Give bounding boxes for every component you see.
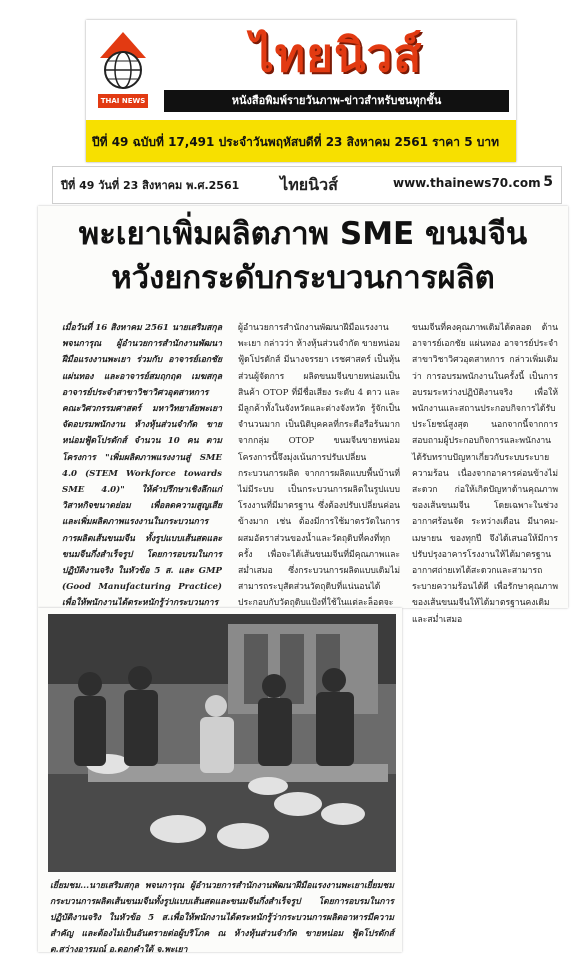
- article-photo-section: [38, 608, 402, 955]
- masthead-tagline: หนังสือพิมพ์รายวันภาพ-ข่าวสำหรับชนทุกชั้น: [164, 90, 509, 112]
- logo-text: THAI NEWS: [100, 97, 146, 105]
- folio-date: ปีที่ 49 วันที่ 23 สิงหาคม พ.ศ.2561: [61, 179, 240, 192]
- thai-news-logo: [94, 28, 152, 112]
- masthead-brand-name: ไทยนิวส์: [250, 28, 423, 82]
- article-lead-paragraph: เมื่อวันที่ 16 สิงหาคม 2561 นายเสริมสกุล พจนการุณ ผู้อำนวยการสำนักงานพัฒนาฝีมือแรงงานพะเยา ร่วมกับ อาจารย์เอกชัย แผ่นทอง และอาจารย์สมฤกฤต เมฆสกุล อาจารย์ประจำสาขาวิชาวิศวอุตสาหการ คณะวิศวกรรมศาสตร์ มหาวิทยาลัยพะเยา จัดอบรมพนักงาน ห้างหุ้นส่วนจำกัด ขายหน่อมฟู้ดโปรดักส์ จำนวน 10 คน ตามโครงการ "เพิ่มผลิตภาพแรงงานสู่ SME 4.0 (STEM Workforce towards SME 4.0)" ให้คำปรึกษาเชิงลึกแก่วิสาหกิจขนาดย่อม เพื่อลดความสูญเสีย และเพิ่มผลิตภาพแรงงานในกระบวนการการผลิตเส้นขนมจีน ทั้งรูปแบบเส้นสดและขนมจีนกึ่งสำเร็จรูป โดยการอบรมในการปฏิบัติงานจริง ในหัวข้อ 5 ส. และ GMP (Good Manufacturing Practice) เพื่อให้พนักงานได้ตระหนักรู้ว่ากระบวนการ: [62, 323, 222, 609]
- news-photo: [48, 614, 396, 872]
- folio-logo: ไทยนิวส์: [280, 175, 338, 194]
- headline-line-2: หวังยกระดับกระบวนการผลิต: [111, 260, 495, 296]
- issue-info-line: ปีที่ 49 ฉบับที่ 17,491 ประจำวันพฤหัสบดีที่ 23 สิงหาคม 2561 ราคา 5 บาท: [92, 135, 500, 149]
- newspaper-masthead: [86, 20, 516, 162]
- article-upper-section: [38, 206, 568, 625]
- masthead-top: [86, 20, 516, 120]
- article-column-2: ผู้อำนวยการสำนักงานพัฒนาฝีมือแรงงานพะเยา กล่าวว่า ห้างหุ้นส่วนจำกัด ขายหน่อมฟู้ดโปรดักส์ มีนางจรรยา เรชศาสตร์ เป็นหุ้นส่วนผู้จัดการ ผลิตขนมจีนขายหน่อมเป็นสินค้า OTOP ที่มีชื่อเสียง ระดับ 4 ดาว และมีลูกค้าทั้งในจังหวัดและต่างจังหวัด รู้จักเป็นจำนวนมาก เป็นนิติบุคคลที่กระตือรือร้นมากจากกลุ่ม OTOP ขนมจีนขายหน่อม โครงการนี้จึงมุ่งเน้นการปรับเปลี่ยนกระบวนการผลิต จากการผลิตแบบพื้นบ้านที่ไม่มีระบบ เป็นกระบวนการผลิตในรูปแบบโรงงานที่มีมาตรฐาน ซึ่งต้องปรับเปลี่ยนค่อนข้างมาก เช่น ต้องมีการใช้มาตรวัดในการผสมอัตราส่วนของน้ำและวัตถุดิบที่คงที่ทุกครั้ง เพื่อจะได้เส้นขนมจีนที่มีคุณภาพและสม่ำเสมอ ซึ่งกระบวนการผลิตแบบเดิมไม่สามารถระบุสัดส่วนวัตถุดิบที่แน่นอนได้ ประกอบกับวัตถุดิบแป้งที่ใช้ในแต่ละล็อตจะ: [238, 323, 400, 609]
- folio-website: www.thainews70.com: [393, 176, 541, 190]
- headline-line-1: พะเยาเพิ่มผลิตภาพ SME ขนมจีน: [78, 216, 528, 252]
- factory-visit-photo-icon: [48, 614, 396, 872]
- article-headline: [48, 212, 558, 300]
- photo-caption: เยี่ยมชม...นายเสริมสกุล พจนการุณ ผู้อำนวยการสำนักงานพัฒนาฝีมือแรงงานพะเยาเยี่ยมชมกระบวนการผลิตเส้นขนมจีนทั้งรูปแบบเส้นสดและขนมจีนกึ่งสำเร็จรูป โดยการอบรมในการปฏิบัติงานจริง ในหัวข้อ 5 ส.เพื่อให้พนักงานได้ตระหนักรู้ว่ากระบวนการผลิตอาหารมีความสำคัญ และต้องไม่เป็นอันตรายต่อผู้บริโภค ณ ห้างหุ้นส่วนจำกัด ขายหน่อม ฟู้ดโปรดักส์ ต.สว่างอารมณ์ อ.ดอกคำใต้ จ.พะเยา: [50, 881, 394, 955]
- page-number: 5: [543, 174, 553, 190]
- page-folio-bar: [52, 166, 562, 204]
- newspaper-clipping: [30, 158, 570, 958]
- article-column-3: ขนมจีนที่คงคุณภาพเดิมได้ตลอด ด้าน อาจารย์เอกชัย แผ่นทอง อาจารย์ประจำสาขาวิชาวิศวอุตสาหการ กล่าวเพิ่มเติมว่า การอบรมพนักงานในครั้งนี้ เป็นการอบรมระหว่างปฏิบัติงานจริง เพื่อให้พนักงานและสถานประกอบกิจการได้รับประโยชน์สูงสุด นอกจากนี้จากการสอบถามผู้ประกอบกิจการและพนักงาน ได้รับทราบปัญหาเกี่ยวกับระบบระบายความร้อน เนื่องจากอาคารค่อนข้างไม่สะดวก ก่อให้เกิดปัญหาด้านคุณภาพของเส้นขนมจีน โดยเฉพาะในช่วงอากาศร้อนจัด ระหว่างเดือน มีนาคม-เมษายน ของทุกปี จึงได้เสนอให้มีการปรับปรุงอาคารโรงงานให้ได้มาตรฐาน อากาศถ่ายเทได้สะดวกและสามารถระบายความร้อนได้ดี เพื่อรักษาคุณภาพของเส้นขนมจีนให้ได้มาตรฐานคงเดิม และสม่ำเสมอ: [412, 323, 558, 625]
